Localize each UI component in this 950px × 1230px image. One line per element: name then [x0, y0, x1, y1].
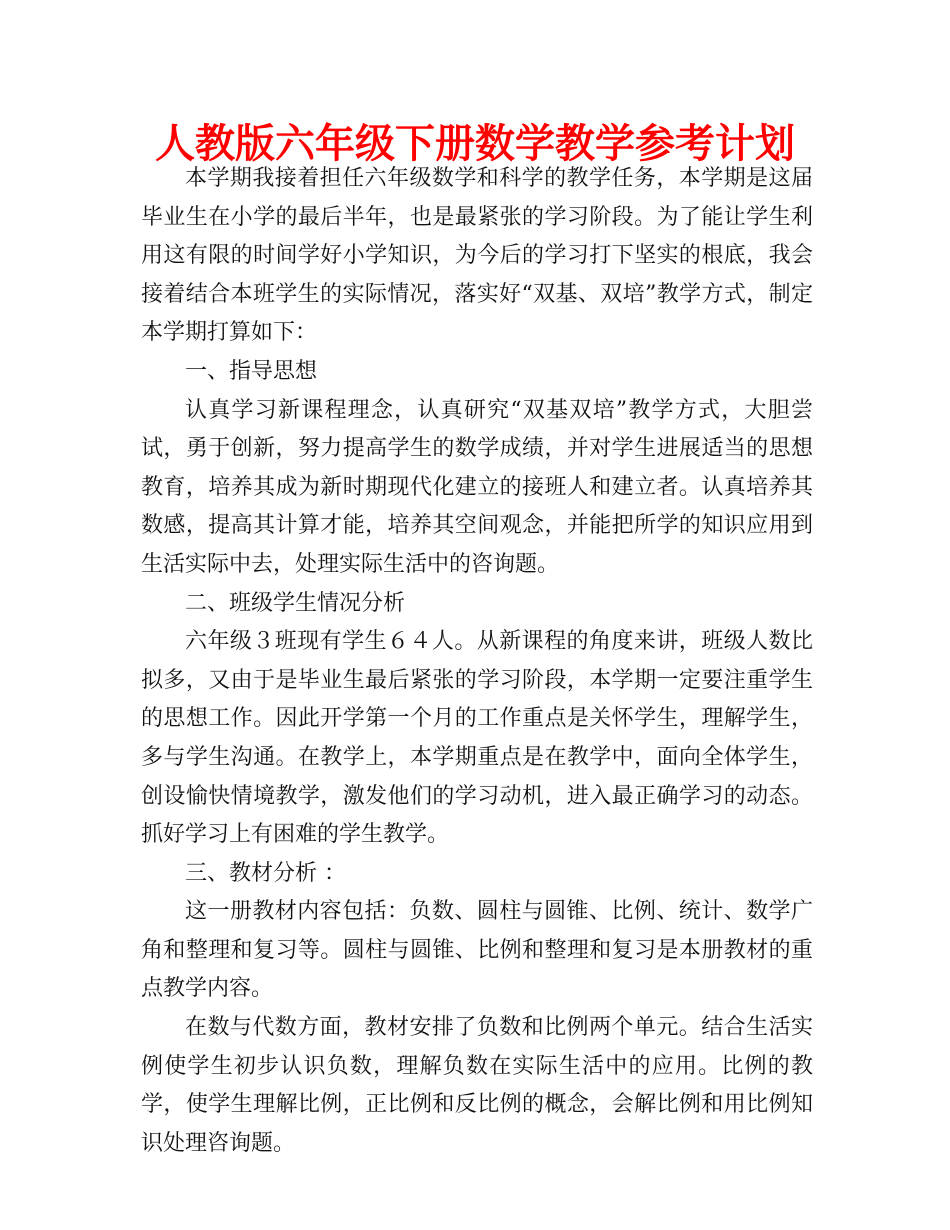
paragraph-intro: 本学期我接着担任六年级数学和科学的教学任务，本学期是这届毕业生在小学的最后半年，也是最紧张的学习阶段。为了能让学生利用这有限的时间学好小学知识，为今后的学习打下坚实的根底，我会接着结合本班学生的实际情况，落实好“双基、双培”教学方式，制定本学期打算如下： [141, 166, 813, 346]
section-heading-textbook-analysis: 三、教材分析 ： [185, 860, 346, 886]
paragraph-textbook-contents: 这一册教材内容包括：负数、圆柱与圆锥、比例、统计、数学广角和整理和复习等。圆柱与圆锥、比例和整理和复习是本册教材的重点教学内容。 [141, 899, 813, 1002]
document-title: 人教版六年级下册数学教学参考计划 [155, 121, 795, 167]
section-heading-guiding-thought: 一、指导思想 [185, 358, 318, 384]
paragraph-number-algebra: 在数与代数方面，教材安排了负数和比例两个单元。结合生活实例使学生初步认识负数，理解负数在实际生活中的应用。比例的教学，使学生理解比例，正比例和反比例的概念，会解比例和用比例知识处理咨询题。 [141, 1015, 813, 1156]
section-heading-class-analysis: 二、班级学生情况分析 [185, 590, 406, 616]
paragraph-guiding-thought: 认真学习新课程理念，认真研究“双基双培”教学方式，大胆尝试，勇于创新，努力提高学生的数学成绩，并对学生进展适当的思想教育，培养其成为新时期现代化建立的接班人和建立者。认真培养其数感，提高其计算才能，培养其空间观念，并能把所学的知识应用到生活实际中去，处理实际生活中的咨询题。 [141, 397, 813, 577]
document-body [141, 160, 813, 1163]
paragraph-class-analysis: 六年级３班现有学生６４人。从新课程的角度来讲，班级人数比拟多，又由于是毕业生最后紧张的学习阶段，本学期一定要注重学生的思想工作。因此开学第一个月的工作重点是关怀学生，理解学生，多与学生沟通。在教学上，本学期重点是在教学中，面向全体学生，创设愉快情境教学，激发他们的学习动机，进入最正确学习的动态。抓好学习上有困难的学生教学。 [141, 629, 813, 848]
